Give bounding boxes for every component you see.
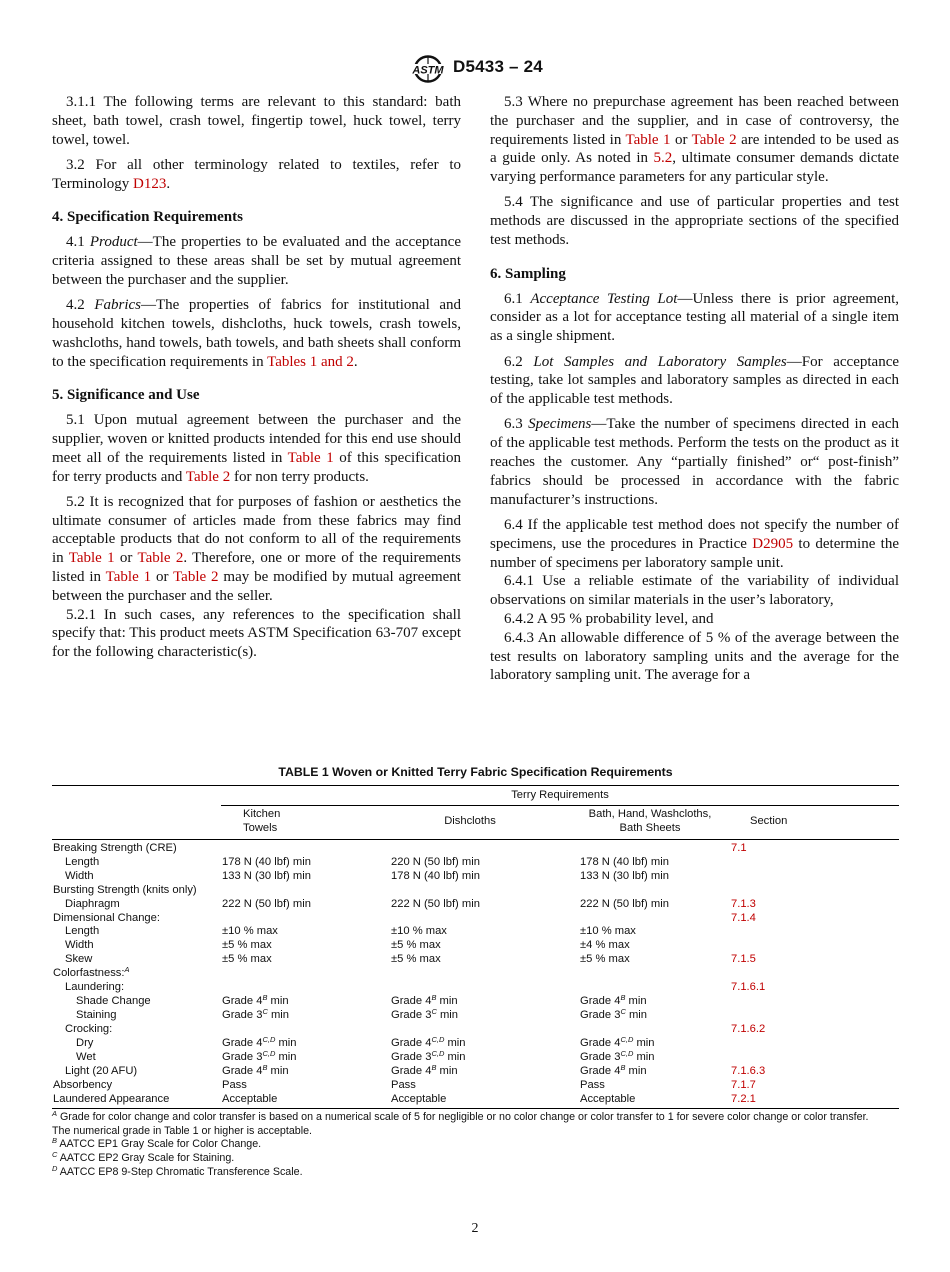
section-heading-4: 4. Specification Requirements xyxy=(52,209,243,226)
table-row xyxy=(52,912,899,926)
paragraph-5-4: 5.4 The significance and use of particular properties and test methods are discussed in the appropriate sections of the specified test methods. xyxy=(490,194,899,249)
bath-value xyxy=(580,981,731,995)
table-row xyxy=(52,1034,899,1051)
section-reference xyxy=(731,856,899,870)
section-reference xyxy=(731,939,899,953)
column-header-kitchen-towels: Kitchen Towels xyxy=(243,808,281,835)
footnote: The numerical grade in Table 1 or higher is acceptable. xyxy=(52,1124,313,1137)
table-row xyxy=(52,1062,899,1079)
dishcloths-value: Grade $4^B$ min xyxy=(391,993,458,1008)
paragraph-6-3: 6.3 Specimens—Take the number of specimens directed in each of the applicable test methods. Perform the tests on the product as it reaches the customer. Any “partially finished” or“ post-finish” fabrics should be processed in accordance with the fabric manufacturer’s instructions. xyxy=(490,416,900,508)
paragraph-5-2: 5.2 It is recognized that for purposes of fashion or aesthetics the ultimate consumer of articles made from these fabrics may find acceptable products that do not conform to all of the requirements in Table 1 or Table 2. Therefore, one or more of the requirements listed in Table 1 or Table 2 may be modified by mutual agreement between the purchaser and the seller. xyxy=(52,493,461,604)
svg-text:ASTM: ASTM xyxy=(412,64,444,77)
column-header-dishcloths: Dishcloths xyxy=(444,815,496,828)
bath-value xyxy=(580,1023,731,1037)
link-section-5-2[interactable]: 5.2 xyxy=(653,150,673,167)
kitchen-towels-value: Grade $4^{C,D}$ min xyxy=(222,1034,297,1049)
link-tables-1-and-2[interactable]: Tables 1 and 2 xyxy=(267,353,354,370)
section-reference[interactable]: 7.1 xyxy=(731,841,747,854)
bath-value: Grade $3^{C,D}$ min xyxy=(580,1048,655,1063)
table-row xyxy=(52,981,899,995)
dishcloths-value xyxy=(391,912,580,926)
table-row xyxy=(52,995,899,1009)
bath-value xyxy=(580,967,731,981)
bath-value: 133 N (30 lbf) min xyxy=(580,869,669,882)
dishcloths-value: 222 N (50 lbf) min xyxy=(391,897,480,910)
row-label: Width xyxy=(65,869,94,882)
bath-value: 178 N (40 lbf) min xyxy=(580,855,669,868)
section-reference xyxy=(731,925,899,939)
table-row xyxy=(52,925,899,939)
paragraph-5-2-1: 5.2.1 In such cases, any references to the specification shall specify that: This product meets ASTM Specification 63-707 except for the following characteristic(s). xyxy=(52,606,461,661)
dishcloths-value: Grade $4^{C,D}$ min xyxy=(391,1034,466,1049)
table-body xyxy=(52,840,899,1109)
link-d2905[interactable]: D2905 xyxy=(752,535,794,552)
bath-value: Grade $4^B$ min xyxy=(580,1062,647,1077)
link-table-2[interactable]: Table 2 xyxy=(173,569,219,586)
table-row xyxy=(52,856,899,870)
dishcloths-value: Pass xyxy=(391,1078,416,1091)
section-heading-5: 5. Significance and Use xyxy=(52,387,200,404)
kitchen-towels-value: 133 N (30 lbf) min xyxy=(222,869,311,882)
section-reference xyxy=(731,884,899,898)
section-reference xyxy=(731,1037,899,1051)
table-row xyxy=(52,898,899,912)
kitchen-towels-value: Grade $4^B$ min xyxy=(222,993,289,1008)
bath-value: ±4 % max xyxy=(580,939,630,952)
table-row xyxy=(52,884,899,898)
kitchen-towels-value xyxy=(222,1023,391,1037)
column-header-bath: Bath, Hand, Washcloths, Bath Sheets xyxy=(588,808,712,835)
footnote: $^A$ Grade for color change and color transfer is based on a numerical scale of 5 for negligible or no color change or color transfer to 1 for severe color change or color transfer. xyxy=(52,1108,869,1123)
row-label: Diaphragm xyxy=(65,897,120,910)
table-row xyxy=(52,842,899,856)
dishcloths-value xyxy=(391,884,580,898)
left-column xyxy=(52,93,461,669)
table-row xyxy=(52,1009,899,1023)
row-label: Shade Change xyxy=(76,995,151,1008)
bath-value: Grade $3^C$ min xyxy=(580,1007,647,1022)
paragraph-6-4: 6.4 If the applicable test method does not specify the number of specimens, use the procedures in Practice D2905 to determine the number of specimens per laboratory sample unit. xyxy=(490,516,899,571)
kitchen-towels-value: 178 N (40 lbf) min xyxy=(222,855,311,868)
link-table-1[interactable]: Table 1 xyxy=(68,550,115,567)
table-footnotes xyxy=(52,1108,899,1181)
row-label: Light (20 AFU) xyxy=(65,1064,138,1077)
row-label: Laundered Appearance xyxy=(53,1092,170,1105)
bath-value: Grade $4^B$ min xyxy=(580,993,647,1008)
section-reference xyxy=(731,967,899,981)
table-row xyxy=(52,1048,899,1065)
paragraph-6-4-1: 6.4.1 Use a reliable estimate of the variability of individual observations on similar materials in the user’s laboratory, xyxy=(490,573,899,609)
kitchen-towels-value: ±5 % max xyxy=(222,953,272,966)
paragraph-4-1: 4.1 Product—The properties to be evaluated and the acceptance criteria assigned to these areas shall be set by mutual agreement between the purchaser and the supplier. xyxy=(52,234,461,288)
table-row xyxy=(52,939,899,953)
link-table-1[interactable]: Table 1 xyxy=(287,449,334,466)
dishcloths-value: 178 N (40 lbf) min xyxy=(391,869,480,882)
row-label: Colorfastness:$^A$ xyxy=(53,965,130,980)
row-label: Staining xyxy=(76,1009,117,1022)
section-reference[interactable]: 7.1.7 xyxy=(731,1078,756,1091)
dishcloths-value xyxy=(391,981,580,995)
row-label: Dimensional Change: xyxy=(53,911,160,924)
section-reference[interactable]: 7.1.6.1 xyxy=(731,981,766,994)
table-group-header xyxy=(52,786,899,806)
kitchen-towels-value xyxy=(222,981,391,995)
right-column xyxy=(490,93,899,685)
dishcloths-value: Acceptable xyxy=(391,1092,447,1105)
bath-value: Grade $4^{C,D}$ min xyxy=(580,1034,655,1049)
link-table-1[interactable]: Table 1 xyxy=(105,569,152,586)
row-label: Absorbency xyxy=(53,1078,113,1091)
kitchen-towels-value xyxy=(222,842,391,856)
column-header-section: Section xyxy=(750,815,788,828)
table-column-headers xyxy=(52,806,899,840)
dishcloths-value xyxy=(391,1023,580,1037)
paragraph-6-1: 6.1 Acceptance Testing Lot—Unless there is prior agreement, consider as a lot for acceptance testing all material of a single item as a single shipment. xyxy=(490,290,899,345)
kitchen-towels-value xyxy=(222,884,391,898)
footnote: $^B$ AATCC EP1 Gray Scale for Color Change. xyxy=(52,1136,262,1151)
footnote: $^D$ AATCC EP8 9-Step Chromatic Transference Scale. xyxy=(52,1164,303,1179)
paragraph-6-4-3: 6.4.3 An allowable difference of 5 % of the average between the test results on laboratory sampling units and the average for the laboratory sampling unit. The average for a xyxy=(490,629,899,684)
kitchen-towels-value: Acceptable xyxy=(222,1092,278,1105)
row-label: Width xyxy=(65,939,94,952)
row-label: Laundering: xyxy=(65,981,125,994)
bath-value: 222 N (50 lbf) min xyxy=(580,897,669,910)
document-designation: D5433 – 24 xyxy=(453,57,543,76)
section-reference xyxy=(731,1051,899,1065)
kitchen-towels-value: Grade $4^B$ min xyxy=(222,1062,289,1077)
bath-value xyxy=(580,884,731,898)
row-label: Length xyxy=(65,925,100,938)
bath-value: ±5 % max xyxy=(580,953,630,966)
paragraph-5-3: 5.3 Where no prepurchase agreement has been reached between the purchaser and the supplier, and in case of controversy, the requirements listed in Table 1 or Table 2 are intended to be used as a guide only. As noted in 5.2, ultimate consumer demands dictate varying performance parameters for any particular style. xyxy=(490,94,899,186)
table-row xyxy=(52,1023,899,1037)
section-reference xyxy=(731,870,899,884)
table-row xyxy=(52,870,899,884)
page-number: 2 xyxy=(471,1221,479,1236)
dishcloths-value: Grade $3^{C,D}$ min xyxy=(391,1048,466,1063)
table-row xyxy=(52,953,899,967)
section-reference[interactable]: 7.1.4 xyxy=(731,911,756,924)
bath-value xyxy=(580,912,731,926)
row-label: Length xyxy=(65,855,100,868)
dishcloths-value: ±5 % max xyxy=(391,953,441,966)
bath-value: ±10 % max xyxy=(580,925,636,938)
table-row xyxy=(52,1079,899,1093)
table-row xyxy=(52,1093,899,1107)
link-table-1[interactable]: Table 1 xyxy=(625,131,671,148)
astm-logo-icon xyxy=(408,55,448,83)
page-header xyxy=(0,55,950,85)
kitchen-towels-value: Grade $3^C$ min xyxy=(222,1007,289,1022)
kitchen-towels-value: 222 N (50 lbf) min xyxy=(222,897,311,910)
row-label: Bursting Strength (knits only) xyxy=(53,883,197,896)
row-label: Dry xyxy=(76,1036,94,1049)
dishcloths-value: Grade $4^B$ min xyxy=(391,1062,458,1077)
kitchen-towels-value: ±10 % max xyxy=(222,925,278,938)
dishcloths-value: ±10 % max xyxy=(391,925,447,938)
section-reference[interactable]: 7.2.1 xyxy=(731,1092,756,1105)
link-table-2[interactable]: Table 2 xyxy=(185,468,231,485)
table-title: TABLE 1 Woven or Knitted Terry Fabric Specification Requirements xyxy=(278,765,673,779)
dishcloths-value: Grade $3^C$ min xyxy=(391,1007,458,1022)
bath-value xyxy=(580,842,731,856)
kitchen-towels-value: Pass xyxy=(222,1078,247,1091)
bath-value: Pass xyxy=(580,1078,605,1091)
section-reference[interactable]: 7.1.6.2 xyxy=(731,1023,766,1035)
kitchen-towels-value xyxy=(222,912,391,926)
section-reference xyxy=(731,1009,899,1023)
paragraph-3-1-1: 3.1.1 The following terms are relevant to this standard: bath sheet, bath towel, crash towel, fingertip towel, huck towel, terry towel, towel. xyxy=(52,94,461,148)
footnote: $^C$ AATCC EP2 Gray Scale for Staining. xyxy=(52,1150,235,1165)
section-reference[interactable]: 7.1.6.3 xyxy=(731,1064,766,1077)
row-label: Wet xyxy=(76,1050,96,1063)
link-d123[interactable]: D123 xyxy=(133,175,167,192)
section-reference[interactable]: 7.1.5 xyxy=(731,953,756,966)
section-reference[interactable]: 7.1.3 xyxy=(731,897,756,910)
terry-requirements-header: Terry Requirements xyxy=(221,786,899,806)
dishcloths-value xyxy=(391,842,580,856)
paragraph-6-4-2: 6.4.2 A 95 % probability level, and xyxy=(504,610,714,627)
paragraph-5-1: 5.1 Upon mutual agreement between the purchaser and the supplier, woven or knitted products intended for this end use should meet all of the requirements listed in Table 1 of this specification for terry products and Table 2 for non terry products. xyxy=(52,412,461,485)
row-label: Skew xyxy=(65,953,93,966)
section-reference xyxy=(731,995,899,1009)
link-table-2[interactable]: Table 2 xyxy=(691,131,737,148)
row-label: Crocking: xyxy=(65,1023,113,1035)
section-heading-6: 6. Sampling xyxy=(490,265,566,282)
bath-value: Acceptable xyxy=(580,1092,636,1105)
kitchen-towels-value: Grade $3^{C,D}$ min xyxy=(222,1048,297,1063)
kitchen-towels-value xyxy=(222,967,391,981)
dishcloths-value xyxy=(391,967,580,981)
row-label: Breaking Strength (CRE) xyxy=(53,841,177,854)
dishcloths-value: 220 N (50 lbf) min xyxy=(391,855,480,868)
link-table-2[interactable]: Table 2 xyxy=(137,550,184,567)
paragraph-3-2: 3.2 For all other terminology related to textiles, refer to Terminology D123. xyxy=(52,156,461,192)
table-1 xyxy=(52,766,899,1180)
paragraph-4-2: 4.2 Fabrics—The properties of fabrics for institutional and household kitchen towels, dishcloths, huck towels, crash towels, washcloths, hand towels, bath towels, and bath sheets shall conform to the specification requirements in Tables 1 and 2. xyxy=(52,297,461,370)
paragraph-6-2: 6.2 Lot Samples and Laboratory Samples—For acceptance testing, take lot samples and laboratory samples as directed in each of the applicable test methods. xyxy=(490,353,900,408)
dishcloths-value: ±5 % max xyxy=(391,939,441,952)
table-row xyxy=(52,967,899,981)
kitchen-towels-value: ±5 % max xyxy=(222,939,272,952)
